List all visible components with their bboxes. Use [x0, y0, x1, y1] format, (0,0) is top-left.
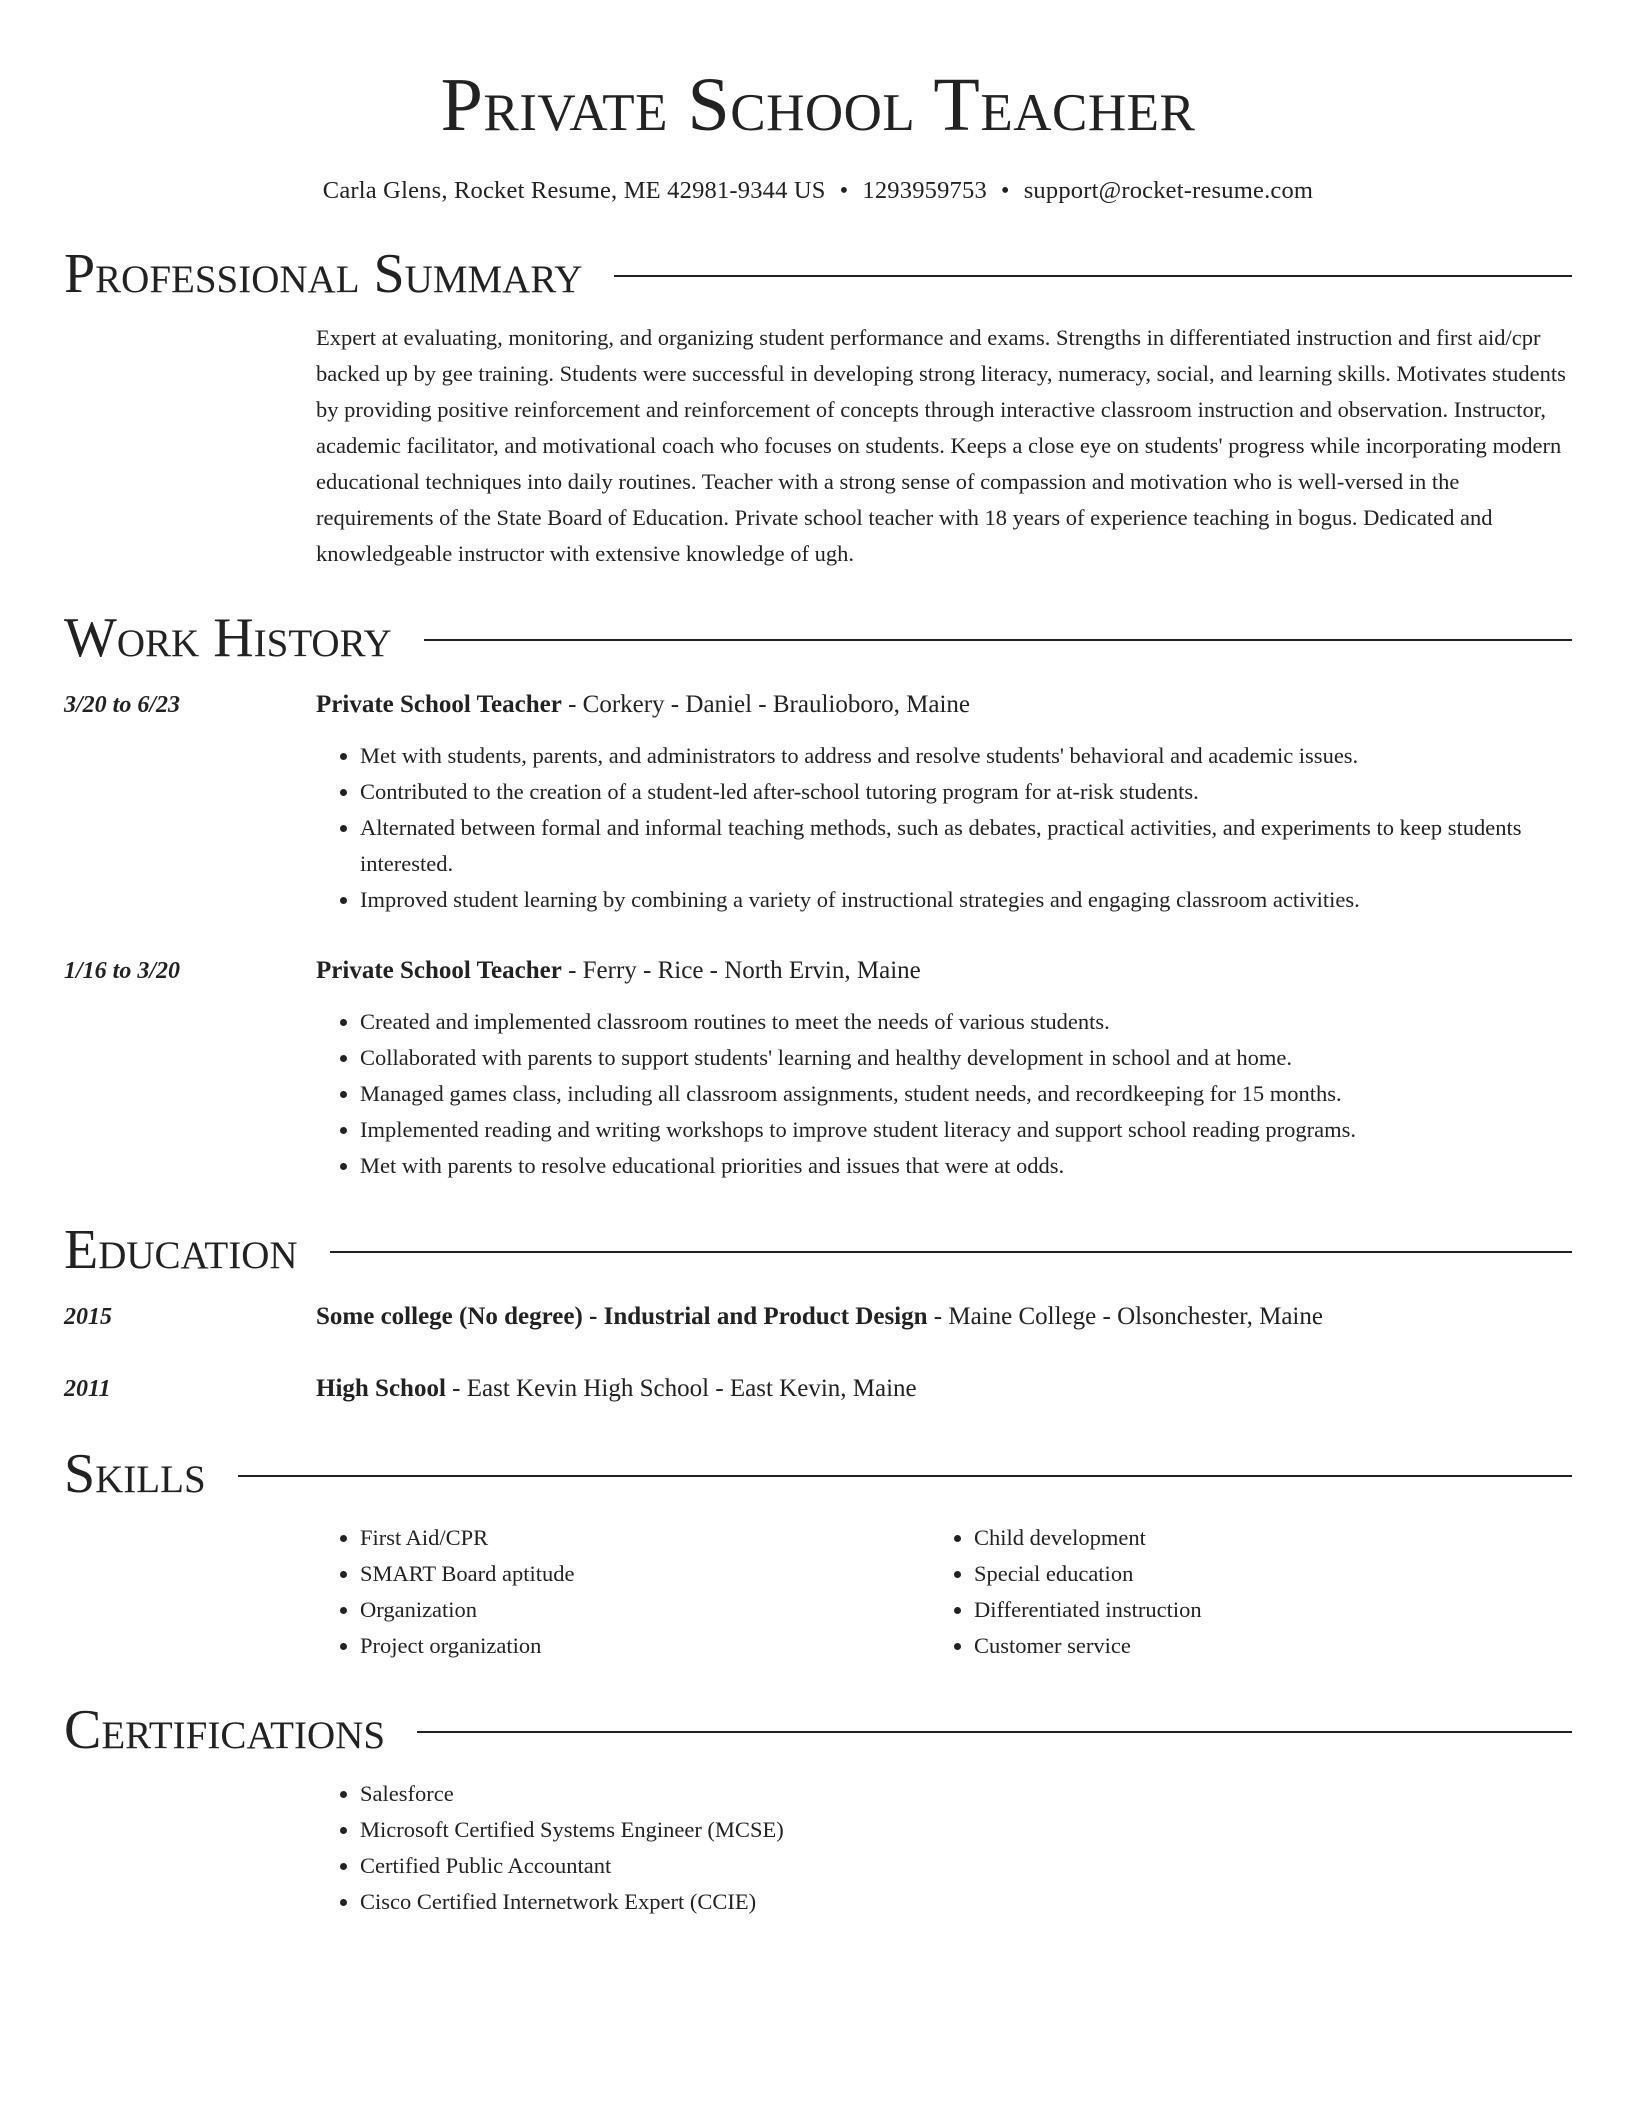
job-body	[316, 952, 1572, 1184]
skill-item: • Child development	[974, 1520, 1544, 1556]
education-details: - Maine College - Olsonchester, Maine	[927, 1303, 1323, 1330]
section-divider	[417, 1731, 1572, 1733]
job-title-line	[316, 952, 1572, 990]
job-bullets	[316, 1004, 1572, 1184]
certifications-list	[316, 1776, 1572, 1920]
contact-email: support@rocket-resume.com	[1023, 177, 1314, 204]
job-bullet: • Implemented reading and writing workshops to improve student literacy and support school reading programs.	[360, 1112, 1572, 1148]
education-body	[316, 1298, 1572, 1336]
skill-item: • Customer service	[974, 1628, 1544, 1664]
certifications-section-header	[64, 1698, 1572, 1762]
job-bullet: • Met with parents to resolve educational priorities and issues that were at odds.	[360, 1148, 1572, 1184]
education-body	[316, 1370, 1572, 1408]
contact-phone: 1293959753	[862, 177, 987, 204]
education-entry	[64, 1298, 1572, 1336]
job-dates: 3/20 to 6/23	[64, 692, 181, 718]
job-bullet: • Contributed to the creation of a student-led after-school tutoring program for at-risk students.	[360, 774, 1572, 810]
skill-item: • Organization	[360, 1592, 930, 1628]
education-title-line	[316, 1298, 1572, 1336]
education-year: 2015	[64, 1304, 112, 1330]
job-title: Private School Teacher	[316, 691, 562, 718]
certification-item: • Cisco Certified Internetwork Expert (CCIE)	[360, 1884, 1572, 1920]
skills-list-left	[316, 1520, 930, 1664]
certifications-heading: Certifications	[64, 1699, 386, 1761]
skill-item: • First Aid/CPR	[360, 1520, 930, 1556]
skill-item: • Project organization	[360, 1628, 930, 1664]
job-dates: 1/16 to 3/20	[64, 958, 181, 984]
section-divider	[424, 639, 1572, 641]
certification-item: • Salesforce	[360, 1776, 1572, 1812]
education-year: 2011	[64, 1376, 111, 1402]
work-heading: Work History	[64, 607, 392, 669]
job-bullet: • Improved student learning by combining a variety of instructional strategies and engaging classroom activities.	[360, 882, 1572, 918]
contact-line	[64, 174, 1572, 208]
summary-text: Expert at evaluating, monitoring, and organizing student performance and exams. Strengths in differentiated instruction and first aid/cpr backed up by gee training. Students were successful in developing strong literacy, numeracy, social, and learning skills. Motivates students by providing positive reinforcement and reinforcement of concepts through interactive classroom instruction and observation. Instructor, academic facilitator, and motivational coach who focuses on students. Keeps a close eye on students' progress while incorporating modern educational techniques into daily routines. Teacher with a strong sense of compassion and motivation who is well-versed in the requirements of the State Board of Education. Private school teacher with 18 years of experience teaching in bogus. Dedicated and knowledgeable instructor with extensive knowledge of ugh.	[316, 325, 1566, 566]
job-body	[316, 686, 1572, 918]
section-divider	[238, 1475, 1572, 1477]
job-bullet: • Collaborated with parents to support students' learning and healthy development in school and at home.	[360, 1040, 1572, 1076]
skill-item: • SMART Board aptitude	[360, 1556, 930, 1592]
job-details: - Ferry - Rice - North Ervin, Maine	[561, 957, 921, 984]
job-bullet: • Managed games class, including all classroom assignments, student needs, and recordkeeping for 15 months.	[360, 1076, 1572, 1112]
job-bullets	[316, 738, 1572, 918]
job-details: - Corkery - Daniel - Braulioboro, Maine	[561, 691, 971, 718]
education-title-line	[316, 1370, 1572, 1408]
education-entry	[64, 1370, 1572, 1408]
certification-item: • Microsoft Certified Systems Engineer (MCSE)	[360, 1812, 1572, 1848]
job-bullet: • Alternated between formal and informal teaching methods, such as debates, practical activities, and experiments to keep students interested.	[360, 810, 1572, 882]
contact-separator: •	[1000, 177, 1010, 204]
education-heading: Education	[64, 1219, 298, 1281]
summary-section-header	[64, 242, 1572, 306]
certification-item: • Certified Public Accountant	[360, 1848, 1572, 1884]
skill-item: • Special education	[974, 1556, 1544, 1592]
job-title-line	[316, 686, 1572, 724]
section-divider	[614, 275, 1572, 277]
education-degree: Some college (No degree) - Industrial and Product Design	[316, 1303, 928, 1330]
job-bullet: • Created and implemented classroom routines to meet the needs of various students.	[360, 1004, 1572, 1040]
resume-page	[64, 0, 1572, 1920]
contact-separator: •	[839, 177, 849, 204]
skills-section-header	[64, 1442, 1572, 1506]
job-title: Private School Teacher	[316, 957, 562, 984]
contact-address: Carla Glens, Rocket Resume, ME 42981-9344 US	[322, 177, 826, 204]
education-details: - East Kevin High School - East Kevin, Maine	[445, 1375, 917, 1402]
education-degree: High School	[316, 1375, 446, 1402]
skill-item: • Differentiated instruction	[974, 1592, 1544, 1628]
section-divider	[330, 1251, 1572, 1253]
skills-list-right	[930, 1520, 1544, 1664]
skills-heading: Skills	[64, 1443, 206, 1505]
certifications-list-wrap	[316, 1776, 1572, 1920]
resume-title: Private School Teacher	[440, 63, 1196, 147]
education-section-header	[64, 1218, 1572, 1282]
job-entry	[64, 686, 1572, 918]
job-entry	[64, 952, 1572, 1184]
job-bullet: • Met with students, parents, and administrators to address and resolve students' behavioral and academic issues.	[360, 738, 1572, 774]
skills-columns	[316, 1520, 1572, 1664]
work-section-header	[64, 606, 1572, 670]
summary-heading: Professional Summary	[64, 243, 583, 305]
